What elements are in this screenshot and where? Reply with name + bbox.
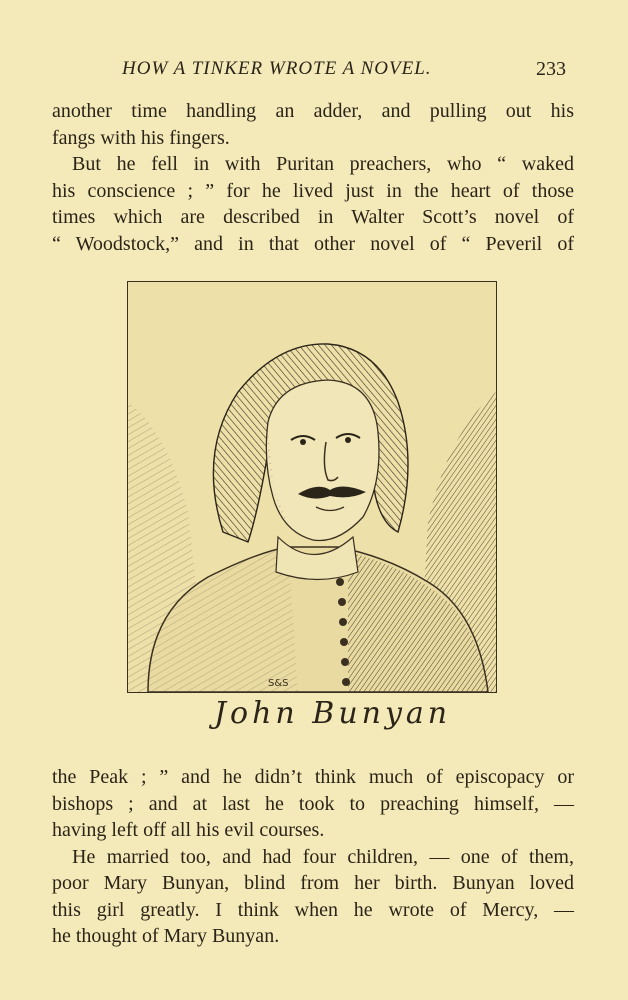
- page-number: 233: [536, 58, 566, 80]
- text-line: he thought of Mary Bunyan.: [52, 925, 280, 947]
- text-line: another time handling an adder, and pulling out his: [52, 100, 574, 122]
- text-line: the Peak ; ” and he didn’t think much of episcopacy or: [52, 766, 574, 788]
- paragraph: [52, 98, 574, 151]
- running-head-title: HOW A TINKER WROTE A NOVEL.: [122, 58, 432, 79]
- text-line: this girl greatly. I think when he wrote of Mercy, —: [52, 898, 574, 921]
- text-line: having left off all his evil courses.: [52, 819, 325, 841]
- text-line: “ Woodstock,” and in that other novel of “ Peveril of: [52, 232, 574, 255]
- body-text-top: [52, 98, 574, 257]
- text-line: fangs with his fingers.: [52, 126, 230, 149]
- signature: John Bunyan: [214, 696, 452, 731]
- paragraph: [52, 151, 574, 257]
- paragraph: [52, 764, 574, 844]
- text-line: poor Mary Bunyan, blind from her birth. Bunyan loved: [52, 872, 574, 894]
- text-line: bishops ; and at last he took to preaching himself, —: [52, 792, 574, 815]
- portrait-engraving: [127, 281, 497, 693]
- text-line: his conscience ; ” for he lived just in the heart of those: [52, 179, 574, 202]
- text-line: He married too, and had four children, — one of them,: [72, 845, 574, 868]
- svg-text:S&S: S&S: [268, 678, 289, 689]
- paragraph: [52, 844, 574, 950]
- portrait-illustration: [128, 282, 496, 692]
- body-text-bottom: [52, 764, 574, 950]
- text-line: times which are described in Walter Scott’s novel of: [52, 206, 574, 228]
- text-line: But he fell in with Puritan preachers, who “ waked: [72, 153, 574, 175]
- running-head: [0, 58, 628, 82]
